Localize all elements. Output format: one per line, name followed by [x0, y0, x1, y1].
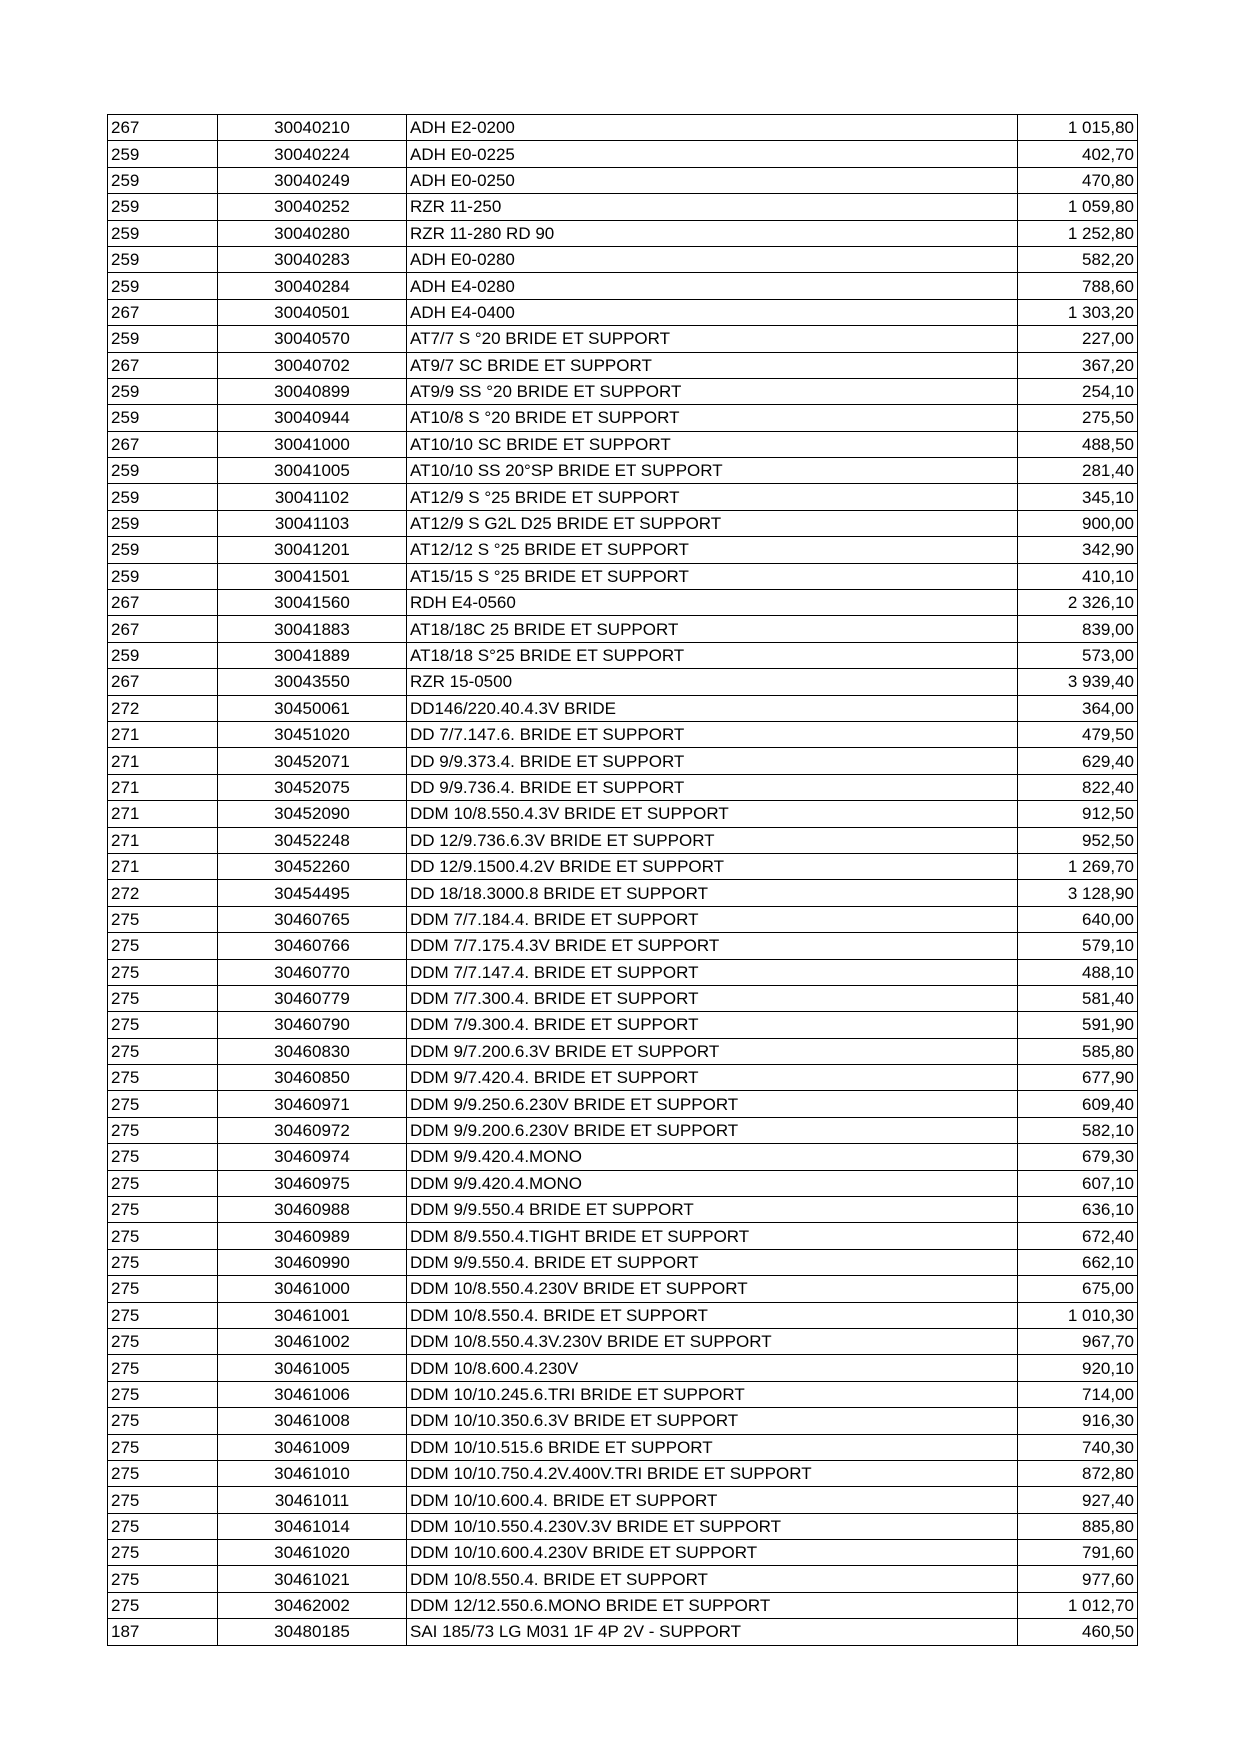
group-cell: 259 [108, 194, 218, 220]
group-cell: 267 [108, 669, 218, 695]
group-cell: 271 [108, 853, 218, 879]
code-cell: 30461008 [218, 1408, 407, 1434]
table-row [108, 774, 1138, 800]
group-cell: 267 [108, 431, 218, 457]
table-row [108, 1302, 1138, 1328]
table-row [108, 1091, 1138, 1117]
group-cell: 272 [108, 880, 218, 906]
description-cell: DD 7/7.147.6. BRIDE ET SUPPORT [407, 721, 1018, 747]
code-cell: 30460765 [218, 906, 407, 932]
code-cell: 30461005 [218, 1355, 407, 1381]
code-cell: 30451020 [218, 721, 407, 747]
table-row [108, 1223, 1138, 1249]
code-cell: 30040249 [218, 167, 407, 193]
price-cell: 1 015,80 [1018, 115, 1138, 141]
table-row [108, 378, 1138, 404]
price-cell: 885,80 [1018, 1513, 1138, 1539]
description-cell: AT9/9 SS °20 BRIDE ET SUPPORT [407, 378, 1018, 404]
code-cell: 30460971 [218, 1091, 407, 1117]
description-cell: DDM 9/9.550.4 BRIDE ET SUPPORT [407, 1197, 1018, 1223]
table-row [108, 1197, 1138, 1223]
price-cell: 579,10 [1018, 933, 1138, 959]
code-cell: 30040702 [218, 352, 407, 378]
group-cell: 275 [108, 959, 218, 985]
group-cell: 275 [108, 1328, 218, 1354]
code-cell: 30461000 [218, 1276, 407, 1302]
code-cell: 30040224 [218, 141, 407, 167]
group-cell: 275 [108, 933, 218, 959]
description-cell: DDM 8/9.550.4.TIGHT BRIDE ET SUPPORT [407, 1223, 1018, 1249]
price-cell: 410,10 [1018, 563, 1138, 589]
table-row [108, 1355, 1138, 1381]
group-cell: 275 [108, 1038, 218, 1064]
table-body [108, 115, 1138, 1646]
table-row [108, 352, 1138, 378]
code-cell: 30041102 [218, 484, 407, 510]
table-row [108, 669, 1138, 695]
table-row [108, 431, 1138, 457]
code-cell: 30460766 [218, 933, 407, 959]
description-cell: DDM 9/7.420.4. BRIDE ET SUPPORT [407, 1065, 1018, 1091]
group-cell: 259 [108, 405, 218, 431]
table-row [108, 959, 1138, 985]
price-cell: 1 012,70 [1018, 1592, 1138, 1618]
group-cell: 271 [108, 801, 218, 827]
description-cell: DDM 12/12.550.6.MONO BRIDE ET SUPPORT [407, 1592, 1018, 1618]
group-cell: 259 [108, 563, 218, 589]
table-row [108, 801, 1138, 827]
code-cell: 30461014 [218, 1513, 407, 1539]
price-cell: 952,50 [1018, 827, 1138, 853]
group-cell: 259 [108, 537, 218, 563]
group-cell: 275 [108, 1170, 218, 1196]
table-row [108, 1487, 1138, 1513]
code-cell: 30041005 [218, 458, 407, 484]
description-cell: ADH E0-0280 [407, 246, 1018, 272]
price-cell: 788,60 [1018, 273, 1138, 299]
description-cell: AT10/10 SS 20°SP BRIDE ET SUPPORT [407, 458, 1018, 484]
price-cell: 585,80 [1018, 1038, 1138, 1064]
table-row [108, 1276, 1138, 1302]
description-cell: AT12/9 S G2L D25 BRIDE ET SUPPORT [407, 510, 1018, 536]
price-cell: 672,40 [1018, 1223, 1138, 1249]
table-row [108, 510, 1138, 536]
price-cell: 582,10 [1018, 1117, 1138, 1143]
description-cell: RZR 15-0500 [407, 669, 1018, 695]
price-cell: 912,50 [1018, 801, 1138, 827]
group-cell: 259 [108, 141, 218, 167]
group-cell: 275 [108, 1487, 218, 1513]
description-cell: DDM 10/8.550.4.3V.230V BRIDE ET SUPPORT [407, 1328, 1018, 1354]
group-cell: 275 [108, 1012, 218, 1038]
code-cell: 30461011 [218, 1487, 407, 1513]
table-row [108, 695, 1138, 721]
description-cell: DD 9/9.373.4. BRIDE ET SUPPORT [407, 748, 1018, 774]
price-cell: 342,90 [1018, 537, 1138, 563]
code-cell: 30454495 [218, 880, 407, 906]
table-row [108, 1144, 1138, 1170]
code-cell: 30461021 [218, 1566, 407, 1592]
description-cell: AT15/15 S °25 BRIDE ET SUPPORT [407, 563, 1018, 589]
table-row [108, 1381, 1138, 1407]
code-cell: 30040252 [218, 194, 407, 220]
price-cell: 488,10 [1018, 959, 1138, 985]
table-row [108, 721, 1138, 747]
group-cell: 259 [108, 510, 218, 536]
price-cell: 916,30 [1018, 1408, 1138, 1434]
group-cell: 275 [108, 1276, 218, 1302]
table-row [108, 537, 1138, 563]
code-cell: 30041560 [218, 590, 407, 616]
code-cell: 30461001 [218, 1302, 407, 1328]
group-cell: 275 [108, 1566, 218, 1592]
group-cell: 259 [108, 220, 218, 246]
group-cell: 275 [108, 1065, 218, 1091]
group-cell: 271 [108, 827, 218, 853]
price-cell: 839,00 [1018, 616, 1138, 642]
price-cell: 1 252,80 [1018, 220, 1138, 246]
price-cell: 675,00 [1018, 1276, 1138, 1302]
price-cell: 227,00 [1018, 326, 1138, 352]
group-cell: 275 [108, 1249, 218, 1275]
group-cell: 259 [108, 484, 218, 510]
table-row [108, 458, 1138, 484]
table-row [108, 853, 1138, 879]
price-cell: 714,00 [1018, 1381, 1138, 1407]
table-row [108, 1460, 1138, 1486]
code-cell: 30040570 [218, 326, 407, 352]
price-cell: 2 326,10 [1018, 590, 1138, 616]
price-cell: 791,60 [1018, 1540, 1138, 1566]
description-cell: AT9/7 SC BRIDE ET SUPPORT [407, 352, 1018, 378]
table-row [108, 616, 1138, 642]
code-cell: 30040210 [218, 115, 407, 141]
code-cell: 30460830 [218, 1038, 407, 1064]
table-row [108, 220, 1138, 246]
description-cell: DDM 10/10.600.4.230V BRIDE ET SUPPORT [407, 1540, 1018, 1566]
code-cell: 30452075 [218, 774, 407, 800]
code-cell: 30041000 [218, 431, 407, 457]
group-cell: 275 [108, 1117, 218, 1143]
description-cell: DDM 10/10.750.4.2V.400V.TRI BRIDE ET SUPPORT [407, 1460, 1018, 1486]
group-cell: 259 [108, 642, 218, 668]
code-cell: 30041883 [218, 616, 407, 642]
group-cell: 271 [108, 774, 218, 800]
description-cell: DD 9/9.736.4. BRIDE ET SUPPORT [407, 774, 1018, 800]
table-row [108, 985, 1138, 1011]
description-cell: DD 18/18.3000.8 BRIDE ET SUPPORT [407, 880, 1018, 906]
description-cell: DDM 10/10.550.4.230V.3V BRIDE ET SUPPORT [407, 1513, 1018, 1539]
description-cell: DDM 10/8.550.4. BRIDE ET SUPPORT [407, 1566, 1018, 1592]
table-row [108, 1434, 1138, 1460]
code-cell: 30040284 [218, 273, 407, 299]
description-cell: DDM 10/10.245.6.TRI BRIDE ET SUPPORT [407, 1381, 1018, 1407]
price-table [107, 114, 1138, 1646]
group-cell: 259 [108, 246, 218, 272]
group-cell: 259 [108, 378, 218, 404]
group-cell: 275 [108, 1592, 218, 1618]
table-row [108, 880, 1138, 906]
description-cell: DDM 10/10.350.6.3V BRIDE ET SUPPORT [407, 1408, 1018, 1434]
price-cell: 822,40 [1018, 774, 1138, 800]
table-row [108, 167, 1138, 193]
price-cell: 3 939,40 [1018, 669, 1138, 695]
table-row [108, 1566, 1138, 1592]
table-row [108, 1408, 1138, 1434]
description-cell: DDM 9/9.250.6.230V BRIDE ET SUPPORT [407, 1091, 1018, 1117]
group-cell: 275 [108, 1144, 218, 1170]
description-cell: ADH E0-0225 [407, 141, 1018, 167]
group-cell: 275 [108, 1355, 218, 1381]
code-cell: 30460990 [218, 1249, 407, 1275]
table-row [108, 1012, 1138, 1038]
price-cell: 609,40 [1018, 1091, 1138, 1117]
group-cell: 271 [108, 748, 218, 774]
group-cell: 259 [108, 167, 218, 193]
group-cell: 267 [108, 590, 218, 616]
description-cell: DDM 7/7.184.4. BRIDE ET SUPPORT [407, 906, 1018, 932]
price-cell: 920,10 [1018, 1355, 1138, 1381]
description-cell: AT12/9 S °25 BRIDE ET SUPPORT [407, 484, 1018, 510]
description-cell: DD 12/9.1500.4.2V BRIDE ET SUPPORT [407, 853, 1018, 879]
code-cell: 30450061 [218, 695, 407, 721]
table-row [108, 246, 1138, 272]
group-cell: 275 [108, 985, 218, 1011]
price-cell: 677,90 [1018, 1065, 1138, 1091]
code-cell: 30043550 [218, 669, 407, 695]
description-cell: DDM 10/8.550.4.3V BRIDE ET SUPPORT [407, 801, 1018, 827]
description-cell: DDM 10/10.600.4. BRIDE ET SUPPORT [407, 1487, 1018, 1513]
table-row [108, 906, 1138, 932]
group-cell: 275 [108, 1408, 218, 1434]
table-row [108, 590, 1138, 616]
description-cell: RZR 11-280 RD 90 [407, 220, 1018, 246]
description-cell: ADH E4-0400 [407, 299, 1018, 325]
description-cell: DDM 10/8.600.4.230V [407, 1355, 1018, 1381]
code-cell: 30480185 [218, 1619, 407, 1645]
description-cell: RDH E4-0560 [407, 590, 1018, 616]
table-row [108, 273, 1138, 299]
table-row [108, 1038, 1138, 1064]
group-cell: 275 [108, 1223, 218, 1249]
description-cell: RZR 11-250 [407, 194, 1018, 220]
description-cell: AT12/12 S °25 BRIDE ET SUPPORT [407, 537, 1018, 563]
price-cell: 1 059,80 [1018, 194, 1138, 220]
description-cell: DDM 9/9.550.4. BRIDE ET SUPPORT [407, 1249, 1018, 1275]
description-cell: DD146/220.40.4.3V BRIDE [407, 695, 1018, 721]
table-row [108, 748, 1138, 774]
price-cell: 927,40 [1018, 1487, 1138, 1513]
table-row [108, 1170, 1138, 1196]
price-cell: 479,50 [1018, 721, 1138, 747]
group-cell: 272 [108, 695, 218, 721]
price-cell: 967,70 [1018, 1328, 1138, 1354]
description-cell: ADH E0-0250 [407, 167, 1018, 193]
price-cell: 629,40 [1018, 748, 1138, 774]
group-cell: 275 [108, 1381, 218, 1407]
table-row [108, 1513, 1138, 1539]
code-cell: 30461010 [218, 1460, 407, 1486]
description-cell: AT10/8 S °20 BRIDE ET SUPPORT [407, 405, 1018, 431]
code-cell: 30460770 [218, 959, 407, 985]
price-cell: 740,30 [1018, 1434, 1138, 1460]
table-row [108, 1328, 1138, 1354]
description-cell: DDM 7/9.300.4. BRIDE ET SUPPORT [407, 1012, 1018, 1038]
price-cell: 573,00 [1018, 642, 1138, 668]
group-cell: 275 [108, 1091, 218, 1117]
group-cell: 275 [108, 1540, 218, 1566]
code-cell: 30040899 [218, 378, 407, 404]
description-cell: DDM 10/8.550.4. BRIDE ET SUPPORT [407, 1302, 1018, 1328]
code-cell: 30041501 [218, 563, 407, 589]
price-cell: 977,60 [1018, 1566, 1138, 1592]
table-row [108, 1540, 1138, 1566]
price-cell: 679,30 [1018, 1144, 1138, 1170]
price-cell: 872,80 [1018, 1460, 1138, 1486]
description-cell: DDM 7/7.175.4.3V BRIDE ET SUPPORT [407, 933, 1018, 959]
group-cell: 275 [108, 1197, 218, 1223]
price-cell: 1 269,70 [1018, 853, 1138, 879]
table-row [108, 141, 1138, 167]
code-cell: 30041201 [218, 537, 407, 563]
table-row [108, 1117, 1138, 1143]
price-cell: 345,10 [1018, 484, 1138, 510]
code-cell: 30460779 [218, 985, 407, 1011]
code-cell: 30462002 [218, 1592, 407, 1618]
price-cell: 254,10 [1018, 378, 1138, 404]
group-cell: 275 [108, 1460, 218, 1486]
code-cell: 30452260 [218, 853, 407, 879]
table-row [108, 1065, 1138, 1091]
price-cell: 900,00 [1018, 510, 1138, 536]
group-cell: 267 [108, 299, 218, 325]
group-cell: 275 [108, 1434, 218, 1460]
code-cell: 30040501 [218, 299, 407, 325]
price-cell: 3 128,90 [1018, 880, 1138, 906]
price-cell: 460,50 [1018, 1619, 1138, 1645]
description-cell: DDM 7/7.147.4. BRIDE ET SUPPORT [407, 959, 1018, 985]
description-cell: ADH E2-0200 [407, 115, 1018, 141]
table-row [108, 194, 1138, 220]
group-cell: 275 [108, 1302, 218, 1328]
price-cell: 640,00 [1018, 906, 1138, 932]
group-cell: 275 [108, 906, 218, 932]
table-row [108, 1592, 1138, 1618]
code-cell: 30460989 [218, 1223, 407, 1249]
group-cell: 267 [108, 616, 218, 642]
code-cell: 30460988 [218, 1197, 407, 1223]
code-cell: 30460972 [218, 1117, 407, 1143]
code-cell: 30452090 [218, 801, 407, 827]
code-cell: 30461009 [218, 1434, 407, 1460]
table-row [108, 115, 1138, 141]
group-cell: 275 [108, 1513, 218, 1539]
code-cell: 30461020 [218, 1540, 407, 1566]
code-cell: 30460790 [218, 1012, 407, 1038]
description-cell: AT10/10 SC BRIDE ET SUPPORT [407, 431, 1018, 457]
price-cell: 1 303,20 [1018, 299, 1138, 325]
code-cell: 30040944 [218, 405, 407, 431]
code-cell: 30041103 [218, 510, 407, 536]
price-cell: 582,20 [1018, 246, 1138, 272]
description-cell: DDM 9/9.420.4.MONO [407, 1170, 1018, 1196]
table-row [108, 1249, 1138, 1275]
price-cell: 581,40 [1018, 985, 1138, 1011]
description-cell: DD 12/9.736.6.3V BRIDE ET SUPPORT [407, 827, 1018, 853]
price-cell: 636,10 [1018, 1197, 1138, 1223]
price-cell: 607,10 [1018, 1170, 1138, 1196]
table-row [108, 933, 1138, 959]
description-cell: ADH E4-0280 [407, 273, 1018, 299]
description-cell: AT18/18 S°25 BRIDE ET SUPPORT [407, 642, 1018, 668]
group-cell: 259 [108, 273, 218, 299]
price-cell: 1 010,30 [1018, 1302, 1138, 1328]
code-cell: 30041889 [218, 642, 407, 668]
description-cell: AT7/7 S °20 BRIDE ET SUPPORT [407, 326, 1018, 352]
code-cell: 30452248 [218, 827, 407, 853]
price-cell: 364,00 [1018, 695, 1138, 721]
description-cell: DDM 9/7.200.6.3V BRIDE ET SUPPORT [407, 1038, 1018, 1064]
table-row [108, 1619, 1138, 1645]
table-row [108, 563, 1138, 589]
price-cell: 488,50 [1018, 431, 1138, 457]
table-row [108, 642, 1138, 668]
price-cell: 591,90 [1018, 1012, 1138, 1038]
price-cell: 367,20 [1018, 352, 1138, 378]
price-cell: 470,80 [1018, 167, 1138, 193]
table-row [108, 405, 1138, 431]
group-cell: 267 [108, 115, 218, 141]
group-cell: 267 [108, 352, 218, 378]
code-cell: 30460975 [218, 1170, 407, 1196]
code-cell: 30040280 [218, 220, 407, 246]
description-cell: AT18/18C 25 BRIDE ET SUPPORT [407, 616, 1018, 642]
code-cell: 30460974 [218, 1144, 407, 1170]
table-row [108, 484, 1138, 510]
group-cell: 259 [108, 458, 218, 484]
price-cell: 402,70 [1018, 141, 1138, 167]
code-cell: 30460850 [218, 1065, 407, 1091]
group-cell: 187 [108, 1619, 218, 1645]
price-cell: 281,40 [1018, 458, 1138, 484]
description-cell: DDM 10/10.515.6 BRIDE ET SUPPORT [407, 1434, 1018, 1460]
table-row [108, 299, 1138, 325]
table-row [108, 326, 1138, 352]
price-cell: 275,50 [1018, 405, 1138, 431]
table-row [108, 827, 1138, 853]
code-cell: 30040283 [218, 246, 407, 272]
group-cell: 271 [108, 721, 218, 747]
code-cell: 30461002 [218, 1328, 407, 1354]
description-cell: SAI 185/73 LG M031 1F 4P 2V - SUPPORT [407, 1619, 1018, 1645]
description-cell: DDM 7/7.300.4. BRIDE ET SUPPORT [407, 985, 1018, 1011]
price-cell: 662,10 [1018, 1249, 1138, 1275]
code-cell: 30461006 [218, 1381, 407, 1407]
description-cell: DDM 9/9.420.4.MONO [407, 1144, 1018, 1170]
group-cell: 259 [108, 326, 218, 352]
description-cell: DDM 10/8.550.4.230V BRIDE ET SUPPORT [407, 1276, 1018, 1302]
code-cell: 30452071 [218, 748, 407, 774]
description-cell: DDM 9/9.200.6.230V BRIDE ET SUPPORT [407, 1117, 1018, 1143]
